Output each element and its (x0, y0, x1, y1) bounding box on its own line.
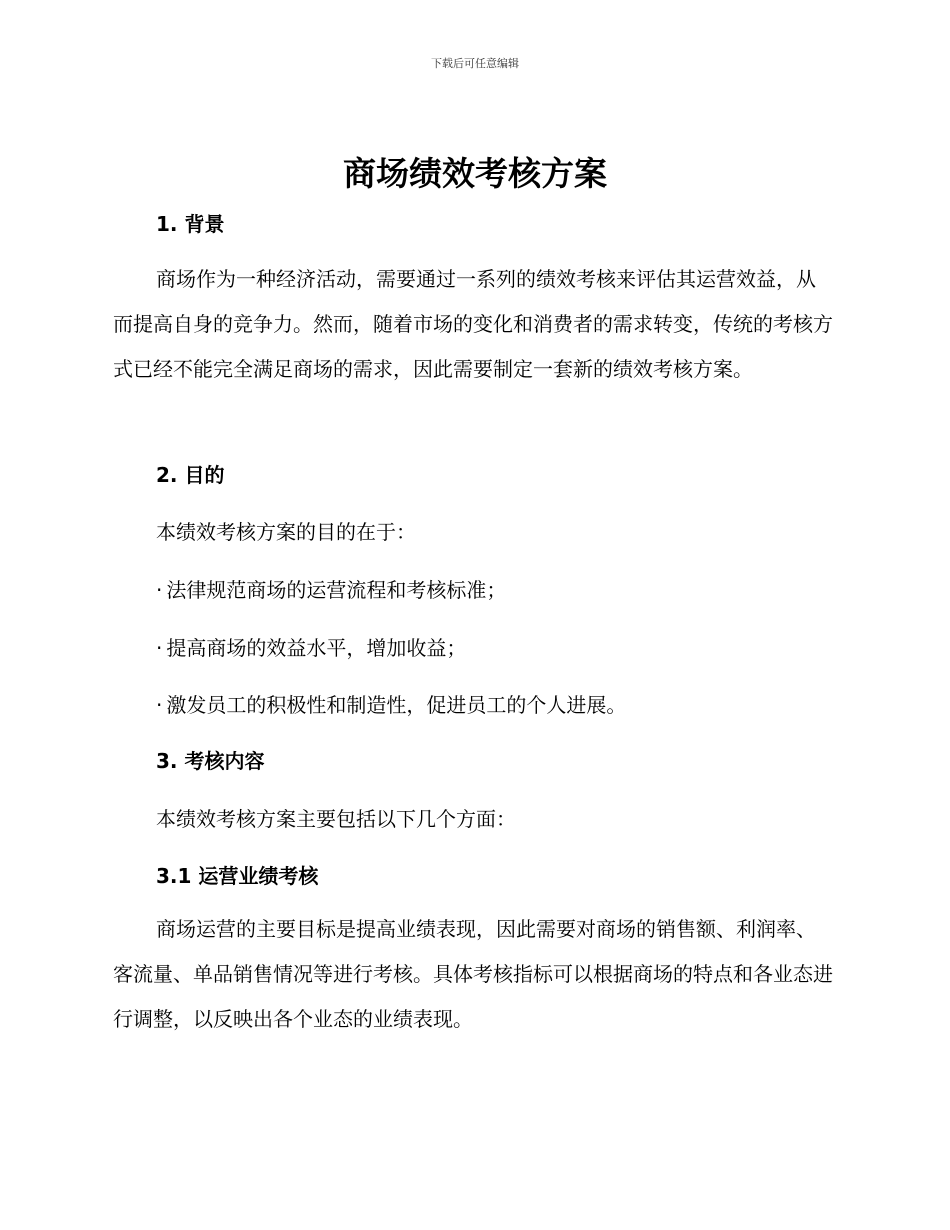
bullet-text: 提高商场的效益水平，增加收益； (166, 636, 467, 660)
section-heading-purpose: 2. 目的 (156, 463, 225, 487)
bullet-item (156, 689, 626, 718)
section-paragraph-operations: 商场运营的主要目标是提高业绩表现，因此需要对商场的销售额、利润率、客流量、单品销售情况等进行考核。具体考核指标可以根据商场的特点和各业态进行调整，以反映出各个业态的业绩表现。 (113, 917, 833, 1031)
bullet-marker: · (156, 693, 163, 717)
section-heading-content: 3. 考核内容 (156, 749, 265, 773)
header-note: 下载后可任意编辑 (431, 57, 519, 70)
section-paragraph-background: 商场作为一种经济活动，需要通过一系列的绩效考核来评估其运营效益，从而提高自身的竞争力。然而，随着市场的变化和消费者的需求转变，传统的考核方式已经不能完全满足商场的需求，因此需要制定一套新的绩效考核方案。 (113, 267, 833, 381)
bullet-item (156, 632, 466, 661)
bullet-marker: · (156, 636, 163, 660)
bullet-text: 法律规范商场的运营流程和考核标准； (166, 578, 507, 602)
section-intro-content: 本绩效考核方案主要包括以下几个方面： (156, 807, 516, 831)
bullet-text: 激发员工的积极性和制造性，促进员工的个人进展。 (166, 693, 627, 717)
bullet-item (156, 574, 506, 603)
section-heading-operations: 3.1 运营业绩考核 (156, 864, 319, 888)
document-title: 商场绩效考核方案 (343, 154, 607, 193)
section-heading-background: 1. 背景 (156, 212, 225, 236)
bullet-marker: · (156, 578, 163, 602)
section-intro-purpose: 本绩效考核方案的目的在于： (156, 520, 416, 544)
